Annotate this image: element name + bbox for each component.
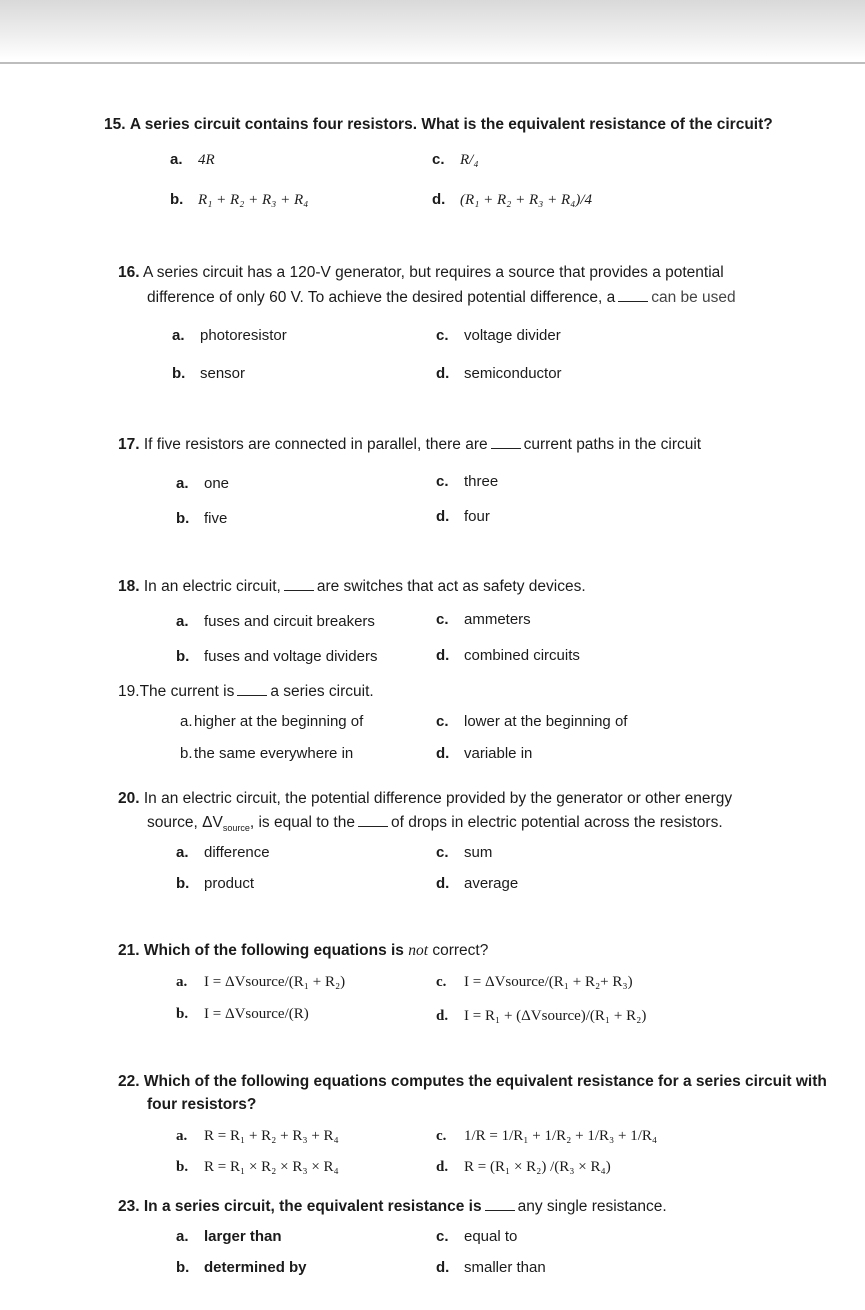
- option-text: five: [204, 510, 228, 527]
- option-18b[interactable]: [176, 647, 377, 667]
- question-number: 18.: [118, 578, 140, 595]
- option-text: larger than: [204, 1228, 282, 1245]
- option-21a[interactable]: [176, 972, 345, 992]
- option-text: variable in: [464, 745, 533, 762]
- option-letter: c.: [436, 713, 449, 730]
- question-text-part: Which of the following equations is: [143, 942, 404, 959]
- option-19d[interactable]: [436, 744, 532, 764]
- option-letter: d.: [432, 191, 446, 208]
- question-number: 17.: [118, 436, 140, 453]
- option-text: lower at the beginning of: [464, 713, 628, 730]
- option-20d[interactable]: [436, 874, 518, 894]
- question-text: Which of the following equations computes the equivalent resistance for a series circuit with: [143, 1073, 827, 1090]
- option-text: average: [464, 875, 519, 892]
- option-23a[interactable]: [176, 1227, 282, 1247]
- question-18: [118, 576, 586, 598]
- option-15a[interactable]: [170, 150, 215, 170]
- option-23d[interactable]: [436, 1258, 546, 1278]
- option-letter: c.: [436, 473, 449, 490]
- option-text: semiconductor: [464, 365, 562, 382]
- option-text: combined circuits: [464, 647, 580, 664]
- option-16b[interactable]: [172, 364, 245, 384]
- question-text-part: The current is: [139, 683, 235, 700]
- option-19b[interactable]: [180, 744, 353, 764]
- option-text: 1/R = 1/R₁ + 1/R₂ + 1/R₃ + 1/R₄: [464, 1128, 658, 1144]
- option-letter: c.: [436, 611, 449, 628]
- option-16a[interactable]: [172, 326, 287, 346]
- option-16d[interactable]: [436, 364, 562, 384]
- question-text-part: difference of only 60 V. To achieve the desired potential difference, a: [147, 289, 616, 306]
- option-17b[interactable]: [176, 509, 227, 529]
- option-text: voltage divider: [464, 327, 561, 344]
- option-19a[interactable]: [180, 712, 363, 732]
- question-text-part: can be used: [651, 289, 736, 306]
- option-text: three: [464, 473, 499, 490]
- emphasis-text: not: [408, 942, 429, 959]
- option-letter: a.: [172, 327, 185, 344]
- option-text: four: [464, 508, 490, 525]
- option-text: determined by: [204, 1259, 307, 1276]
- option-20a[interactable]: [176, 843, 270, 863]
- option-letter: a.: [176, 1128, 188, 1144]
- question-text-part: a series circuit.: [270, 683, 374, 700]
- option-21c[interactable]: [436, 972, 633, 992]
- question-19: [118, 681, 374, 703]
- option-16c[interactable]: [436, 326, 561, 346]
- option-letter: b.: [176, 875, 190, 892]
- option-21d[interactable]: [436, 1006, 646, 1026]
- question-text-part: , is equal to the: [249, 814, 355, 831]
- option-21b[interactable]: [176, 1004, 309, 1024]
- option-text: ammeters: [464, 611, 531, 628]
- question-17: [118, 434, 701, 456]
- option-letter: b.: [176, 1259, 190, 1276]
- question-15: [104, 114, 773, 136]
- option-letter: c.: [432, 151, 445, 168]
- option-letter: b.: [180, 745, 193, 762]
- question-number: 23.: [118, 1198, 140, 1215]
- option-20c[interactable]: [436, 843, 492, 863]
- option-text: smaller than: [464, 1259, 546, 1276]
- option-letter: a.: [176, 974, 188, 990]
- question-number: 16.: [118, 264, 140, 281]
- option-text: higher at the beginning of: [194, 713, 364, 730]
- answer-blank: [485, 1196, 515, 1211]
- question-text-part: correct?: [432, 942, 489, 959]
- option-text: the same everywhere in: [194, 745, 354, 762]
- option-text: sensor: [200, 365, 246, 382]
- question-number: 15.: [104, 116, 126, 133]
- option-text: I = ΔVsource/(R₁ + R₂+ R₃): [464, 974, 633, 990]
- option-letter: d.: [436, 508, 450, 525]
- option-22b[interactable]: [176, 1157, 339, 1177]
- option-letter: d.: [436, 365, 450, 382]
- option-letter: d.: [436, 647, 450, 664]
- question-text-part: four resistors?: [147, 1096, 257, 1113]
- option-letter: d.: [436, 745, 450, 762]
- option-18c[interactable]: [436, 610, 531, 630]
- option-letter: d.: [436, 1259, 450, 1276]
- option-text: I = ΔVsource/(R₁ + R₂): [204, 974, 346, 990]
- option-letter: c.: [436, 974, 447, 990]
- option-text: I = ΔVsource/(R): [204, 1006, 309, 1022]
- question-number: 19.: [118, 683, 140, 700]
- option-letter: b.: [176, 510, 190, 527]
- option-22d[interactable]: [436, 1157, 611, 1177]
- question-21: [118, 940, 488, 962]
- option-letter: d.: [436, 1159, 449, 1175]
- question-text-part: current paths in the circuit: [523, 436, 702, 453]
- option-text: photoresistor: [200, 327, 287, 344]
- option-letter: c.: [436, 1128, 447, 1144]
- question-text: A series circuit has a 120-V generator, but requires a source that provides a potential: [143, 264, 724, 281]
- question-text-part: In a series circuit, the equivalent resistance is: [143, 1198, 482, 1215]
- question-20-line-2: [147, 812, 723, 839]
- question-22: [118, 1071, 827, 1093]
- option-text: fuses and voltage dividers: [204, 648, 378, 665]
- question-22-line-2: [147, 1094, 256, 1116]
- option-letter: b.: [172, 365, 186, 382]
- question-text-part: any single resistance.: [517, 1198, 667, 1215]
- question-text-part: If five resistors are connected in parallel, there are: [143, 436, 488, 453]
- option-23c[interactable]: [436, 1227, 517, 1247]
- option-15b[interactable]: [170, 190, 308, 210]
- page-top-edge: [0, 0, 865, 60]
- option-18a[interactable]: [176, 612, 375, 632]
- option-letter: a.: [176, 844, 189, 861]
- option-letter: c.: [436, 327, 449, 344]
- question-text-part: In an electric circuit,: [143, 578, 281, 595]
- option-19c[interactable]: [436, 712, 627, 732]
- option-letter: b.: [170, 191, 184, 208]
- option-letter: c.: [436, 844, 449, 861]
- option-text: R₁ + R₂ + R₃ + R₄: [198, 192, 309, 208]
- option-text: 4R: [198, 152, 215, 168]
- option-text: R = R₁ × R₂ × R₃ × R₄: [204, 1159, 339, 1175]
- option-22a[interactable]: [176, 1126, 339, 1146]
- option-letter: b.: [176, 648, 190, 665]
- option-letter: a.: [170, 151, 183, 168]
- option-text: R = (R₁ × R₂) /(R₃ × R₄): [464, 1159, 611, 1175]
- question-text: In an electric circuit, the potential difference provided by the generator or other energy: [143, 790, 733, 807]
- question-text-part: of drops in electric potential across the resistors.: [390, 814, 723, 831]
- option-letter: d.: [436, 875, 450, 892]
- option-letter: b.: [176, 1006, 189, 1022]
- question-text-part: are switches that act as safety devices.: [316, 578, 586, 595]
- question-20: [118, 788, 732, 810]
- option-18d[interactable]: [436, 646, 580, 666]
- answer-blank: [491, 434, 521, 449]
- question-number: 21.: [118, 942, 140, 959]
- question-number: 22.: [118, 1073, 140, 1090]
- option-letter: c.: [436, 1228, 449, 1245]
- option-letter: a.: [180, 713, 193, 730]
- option-text: equal to: [464, 1228, 518, 1245]
- question-16-line-2: [147, 287, 736, 309]
- option-15d[interactable]: [432, 190, 592, 210]
- option-text: product: [204, 875, 255, 892]
- question-text-part: source, ΔV: [147, 814, 223, 831]
- question-number: 20.: [118, 790, 140, 807]
- option-text: (R₁ + R₂ + R₃ + R₄)/4: [460, 192, 593, 208]
- option-letter: a.: [176, 1228, 189, 1245]
- question-23: [118, 1196, 667, 1218]
- answer-blank: [358, 812, 388, 827]
- option-text: fuses and circuit breakers: [204, 613, 375, 630]
- option-letter: b.: [176, 1159, 189, 1175]
- option-17d[interactable]: [436, 507, 490, 527]
- question-16: [118, 262, 724, 284]
- option-text: one: [204, 475, 230, 492]
- option-text: R = R₁ + R₂ + R₃ + R₄: [204, 1128, 339, 1144]
- option-22c[interactable]: [436, 1126, 657, 1146]
- option-text: difference: [204, 844, 270, 861]
- option-20b[interactable]: [176, 874, 254, 894]
- option-17a[interactable]: [176, 474, 229, 494]
- option-text: sum: [464, 844, 493, 861]
- option-23b[interactable]: [176, 1258, 307, 1278]
- option-letter: a.: [176, 613, 189, 630]
- option-letter: d.: [436, 1008, 449, 1024]
- question-text: A series circuit contains four resistors. What is the equivalent resistance of the circuit?: [129, 116, 773, 133]
- option-15c[interactable]: [432, 150, 479, 170]
- option-text: I = R₁ + (ΔVsource)/(R₁ + R₂): [464, 1008, 647, 1024]
- option-text: R/₄: [460, 152, 479, 168]
- option-letter: a.: [176, 475, 189, 492]
- answer-blank: [284, 576, 314, 591]
- answer-blank: [237, 681, 267, 696]
- subscript: source: [222, 823, 250, 834]
- page-fold-line: [0, 62, 865, 64]
- option-17c[interactable]: [436, 472, 498, 492]
- answer-blank: [618, 287, 648, 302]
